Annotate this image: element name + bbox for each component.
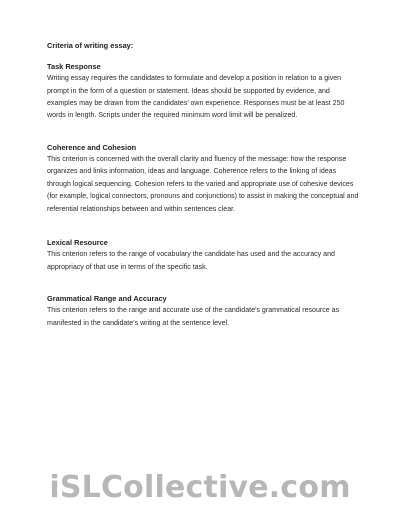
text-line: manifested in the candidate’s writing at the sentence level. (47, 319, 230, 327)
text-line: This criterion refers to the range of vocabulary the candidate has used and the accuracy and (47, 251, 335, 259)
section-heading: Grammatical Range and Accuracy (47, 294, 167, 304)
text-line: prompt in the form of a question or statement. Ideas should be supported by evidence, and (47, 87, 330, 95)
text-line: through logical sequencing. Cohesion refers to the varied and appropriate use of cohesive devices (47, 180, 354, 188)
section-body (47, 73, 377, 123)
section-coherence-cohesion (47, 143, 377, 216)
section-body (47, 305, 377, 330)
text-line: appropriacy of that use in terms of the specific task. (47, 263, 208, 271)
document-title: Criteria of writing essay: (47, 41, 134, 50)
text-line: Writing essay requires the candidates to formulate and develop a position in relation to a given (47, 75, 342, 83)
section-body (47, 154, 377, 216)
section-lexical-resource (47, 238, 377, 274)
document-page (47, 42, 377, 349)
text-line: (for example, logical connectors, pronouns and conjunctions) to assist in making the conceptual and (47, 193, 359, 201)
text-line: organizes and links information, ideas and language. Coherence refers to the linking of ideas (47, 168, 337, 176)
text-line: words in length. Scripts under the required minimum word limit will be penalized. (47, 112, 298, 120)
section-heading: Coherence and Cohesion (47, 142, 137, 152)
section-task-response (47, 62, 377, 123)
text-line: examples may be drawn from the candidates’ own experience. Responses must be at least 250 (47, 99, 345, 107)
section-grammatical-range (47, 294, 377, 330)
text-line: This criterion refers to the range and accurate use of the candidate’s grammatical resource as (47, 307, 340, 315)
watermark-logo: iSLCollective.com (49, 470, 351, 505)
section-heading: Lexical Resource (47, 238, 108, 248)
text-line: referential relationships between and within sentences clear. (47, 205, 236, 213)
text-line: This criterion is concerned with the overall clarity and fluency of the message: how the response (47, 156, 347, 163)
section-body (47, 249, 377, 274)
section-heading: Task Response (47, 61, 101, 71)
